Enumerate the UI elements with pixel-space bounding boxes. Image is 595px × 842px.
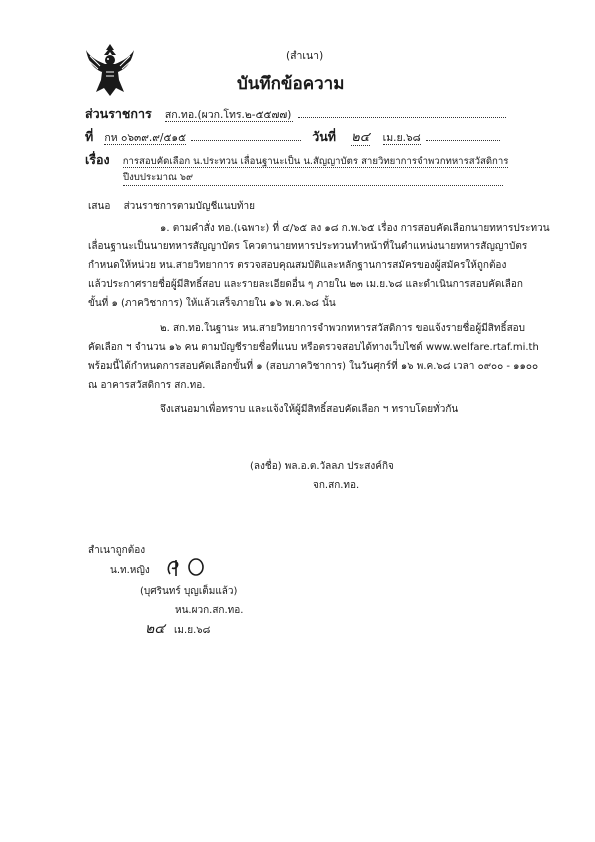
addressee-label: เสนอ	[88, 201, 111, 212]
certifier-name: (บุศรินทร์ บุญเต็มแล้ว)	[140, 586, 238, 597]
certification-date-month: เม.ย.๖๘	[174, 625, 211, 636]
reference-label: ที่	[85, 129, 94, 144]
date-month: เม.ย.๖๘	[382, 132, 421, 144]
page-title: บันทึกข้อความ	[237, 74, 345, 94]
addressee-value: ส่วนราชการตามบัญชีแนบท้าย	[123, 201, 255, 212]
paragraph-2-line: คัดเลือก ฯ จำนวน ๑๖ คน ตามบัญชีรายชื่อที่แนบ หรือตรวจสอบได้ทางเว็บไซต์ www.welfare.rtaf.mi.th	[88, 342, 539, 353]
subject-label: เรื่อง	[85, 152, 110, 167]
department-row	[85, 103, 506, 124]
certification-label: สำเนาถูกต้อง	[88, 545, 146, 556]
paragraph-1-line: กำหนดให้หน่วย หน.สายวิทยาการ ตรวจสอบคุณสมบัติและหลักฐานการสมัครของผู้สมัครให้ถูกต้อง	[88, 260, 507, 271]
department-label: ส่วนราชการ	[85, 106, 152, 121]
reference-value: กห ๐๖๓๙.๙/๕๑๕	[104, 132, 187, 144]
date-day-handwritten: ๒๔	[351, 130, 370, 145]
certification-date	[145, 618, 210, 640]
certification-rank: น.ท.หญิง	[110, 565, 150, 576]
signature-line: (ลงชื่อ) พล.อ.ต.วัลลภ ประสงค์กิจ	[250, 461, 394, 472]
subject-line-2: ปีงบประมาณ ๖๙	[123, 170, 503, 186]
department-value: สก.ทอ.(ผวก.โทร.๒-๕๕๗๗)	[164, 109, 292, 121]
reference-row	[85, 126, 500, 147]
paragraph-2-line: ณ อาคารสวัสดิการ สก.ทอ.	[88, 380, 206, 391]
addressee-row	[88, 199, 255, 214]
paragraph-1-line: ขั้นที่ ๑ (ภาควิชาการ) ให้แล้วเสร็จภายใน ๑๖ พ.ค.๖๘ นั้น	[88, 298, 336, 309]
paragraph-1-line: แล้วประกาศรายชื่อผู้มีสิทธิ์สอบ และรายละเอียดอื่น ๆ ภายใน ๒๓ เม.ย.๖๘ และดำเนินการสอบคัดเลือก	[88, 279, 523, 290]
paragraph-1-line: เลื่อนฐานะเป็นนายทหารสัญญาบัตร โควตานายทหารประทวนทำหน้าที่ในตำแหน่งนายทหารสัญญาบัตร	[88, 241, 528, 252]
copy-note: (สำเนา)	[286, 50, 324, 62]
subject-row	[85, 149, 508, 170]
signature-position: จก.สก.ทอ.	[313, 480, 360, 491]
subject-line-1: การสอบคัดเลือก น.ประทวน เลื่อนฐานะเป็น น.สัญญาบัตร สายวิทยาการจำพวกทหารสวัสดิการ	[122, 156, 509, 167]
paragraph-1-line: ๑. ตามคำสั่ง ทอ.(เฉพาะ) ที่ ๔/๖๕ ลง ๑๘ ก.พ.๖๕ เรื่อง การสอบคัดเลือกนายทหารประทวน	[160, 223, 550, 234]
certifier-position: หน.ผวก.สก.ทอ.	[175, 605, 244, 616]
certification-date-day: ๒๔	[145, 621, 165, 637]
paragraph-2-line: พร้อมนี้ได้กำหนดการสอบคัดเลือกขั้นที่ ๑ (สอบภาควิชาการ) ในวันศุกร์ที่ ๑๖ พ.ค.๖๘ เวลา ๐๙๐๐ - ๑๑๐๐	[88, 361, 539, 372]
paragraph-2-line: ๒. สก.ทอ.ในฐานะ หน.สายวิทยาการจำพวกทหารสวัสดิการ ขอแจ้งรายชื่อผู้มีสิทธิ์สอบ	[160, 323, 526, 334]
handwritten-initials-icon	[164, 554, 214, 580]
closing-line: จึงเสนอมาเพื่อทราบ และแจ้งให้ผู้มีสิทธิ์สอบคัดเลือก ฯ ทราบโดยทั่วกัน	[160, 404, 459, 415]
date-label: วันที่	[312, 129, 337, 144]
garuda-emblem-icon	[84, 42, 136, 98]
